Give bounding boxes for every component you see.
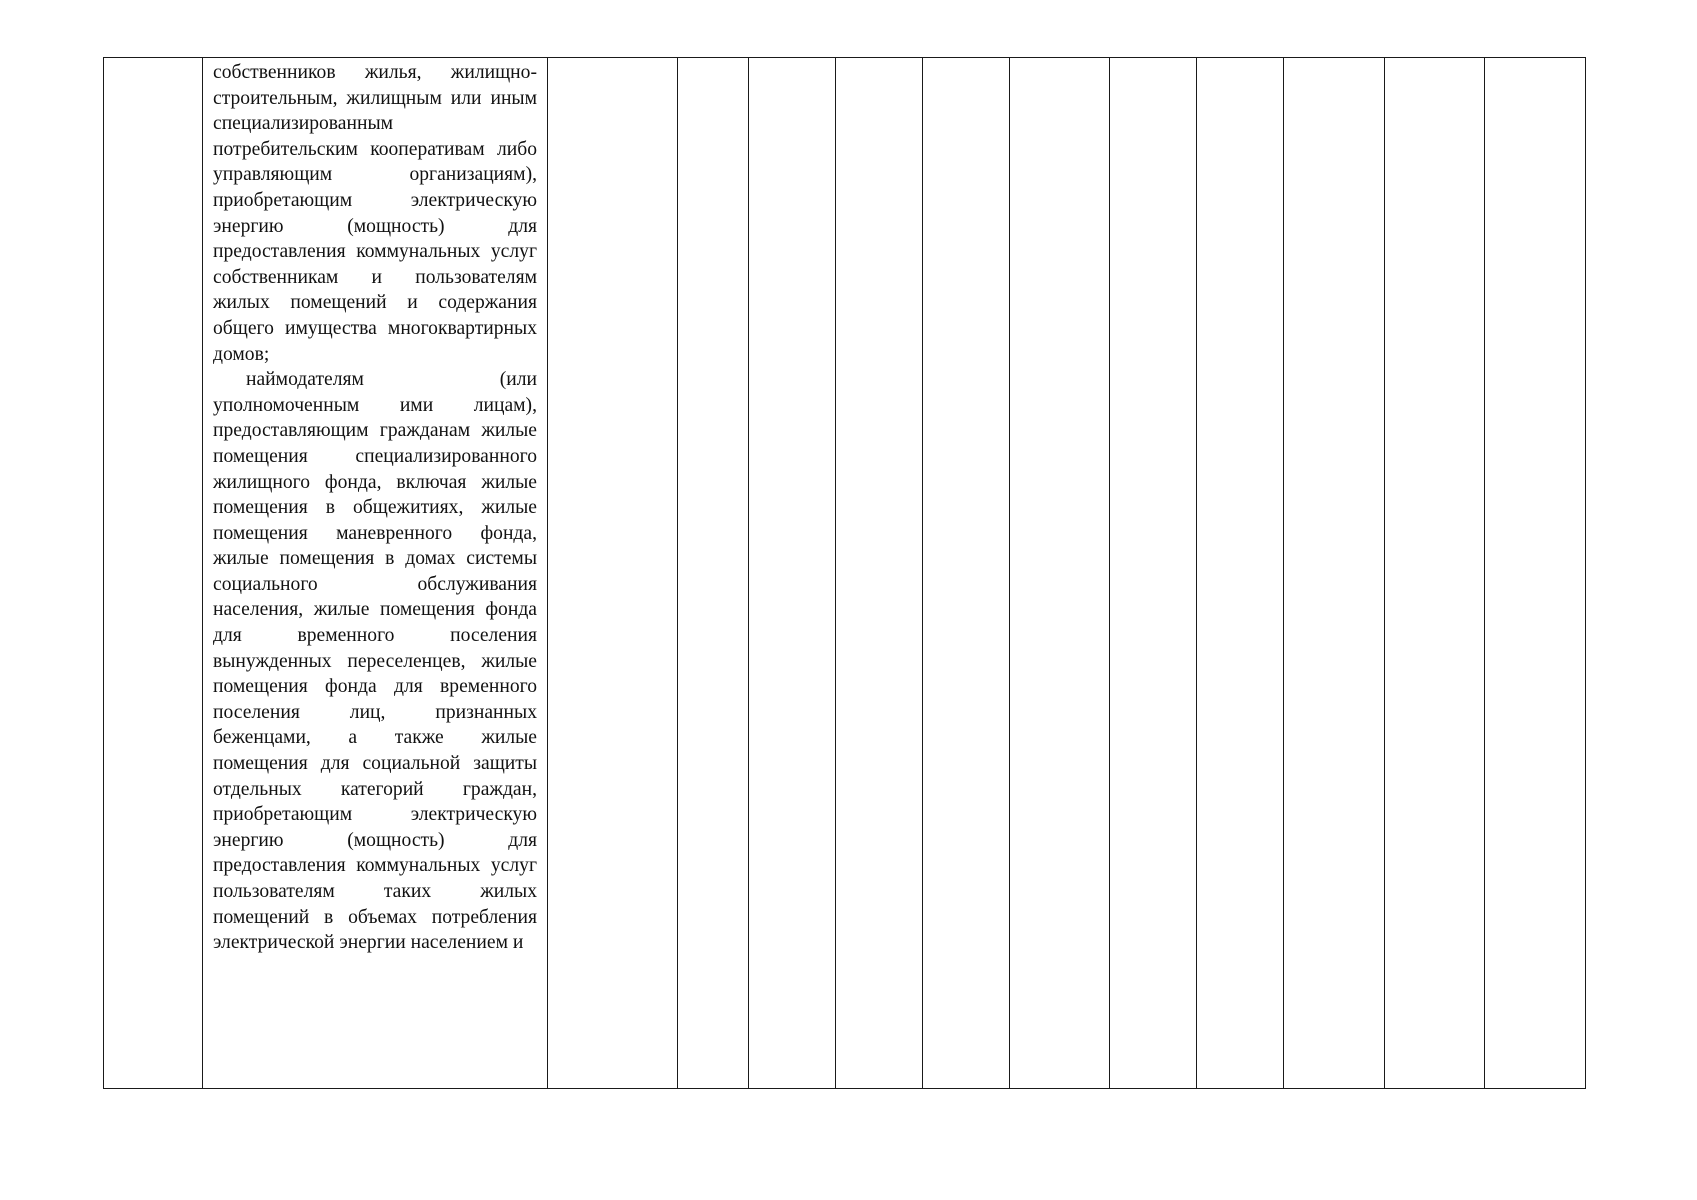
table-row [104, 58, 1586, 1089]
table-cell-empty [1485, 58, 1586, 1089]
table-cell-empty [1385, 58, 1485, 1089]
table-cell-empty [749, 58, 836, 1089]
table-cell-empty [548, 58, 678, 1089]
table-cell-number [104, 58, 203, 1089]
table-cell-empty [1197, 58, 1284, 1089]
table-cell-empty [1010, 58, 1110, 1089]
paragraph-2: наймодателям (или уполномоченным ими лицам), предоставляющим гражданам жилые помещения специализированного жилищного фонда, включая жилые помещения в общежитиях, жилые помещения маневренного фонда, жилые помещения в домах системы социального обслуживания населения, жилые помещения фонда для временного поселения вынужденных переселенцев, жилые помещения фонда для временного поселения лиц, признанных беженцами, а также жилые помещения для социальной защиты отдельных категорий граждан, приобретающим электрическую энергию (мощность) для предоставления коммунальных услуг пользователям таких жилых помещений в объемах потребления электрической энергии населением и [213, 369, 537, 954]
table-cell-empty [1284, 58, 1385, 1089]
paragraph-1: собственников жилья, жилищно-строительным, жилищным или иным специализированным потребительским кооперативам либо управляющим организациям), приобретающим электрическую энергию (мощность) для предоставления коммунальных услуг собственникам и пользователям жилых помещений и содержания общего имущества многоквартирных домов; [213, 62, 537, 365]
document-table [103, 57, 1586, 1089]
table-cell-empty [1110, 58, 1197, 1089]
table-cell-description [203, 58, 548, 1089]
table-cell-empty [923, 58, 1010, 1089]
table-cell-empty [678, 58, 749, 1089]
description-text [213, 60, 537, 956]
table-cell-empty [836, 58, 923, 1089]
